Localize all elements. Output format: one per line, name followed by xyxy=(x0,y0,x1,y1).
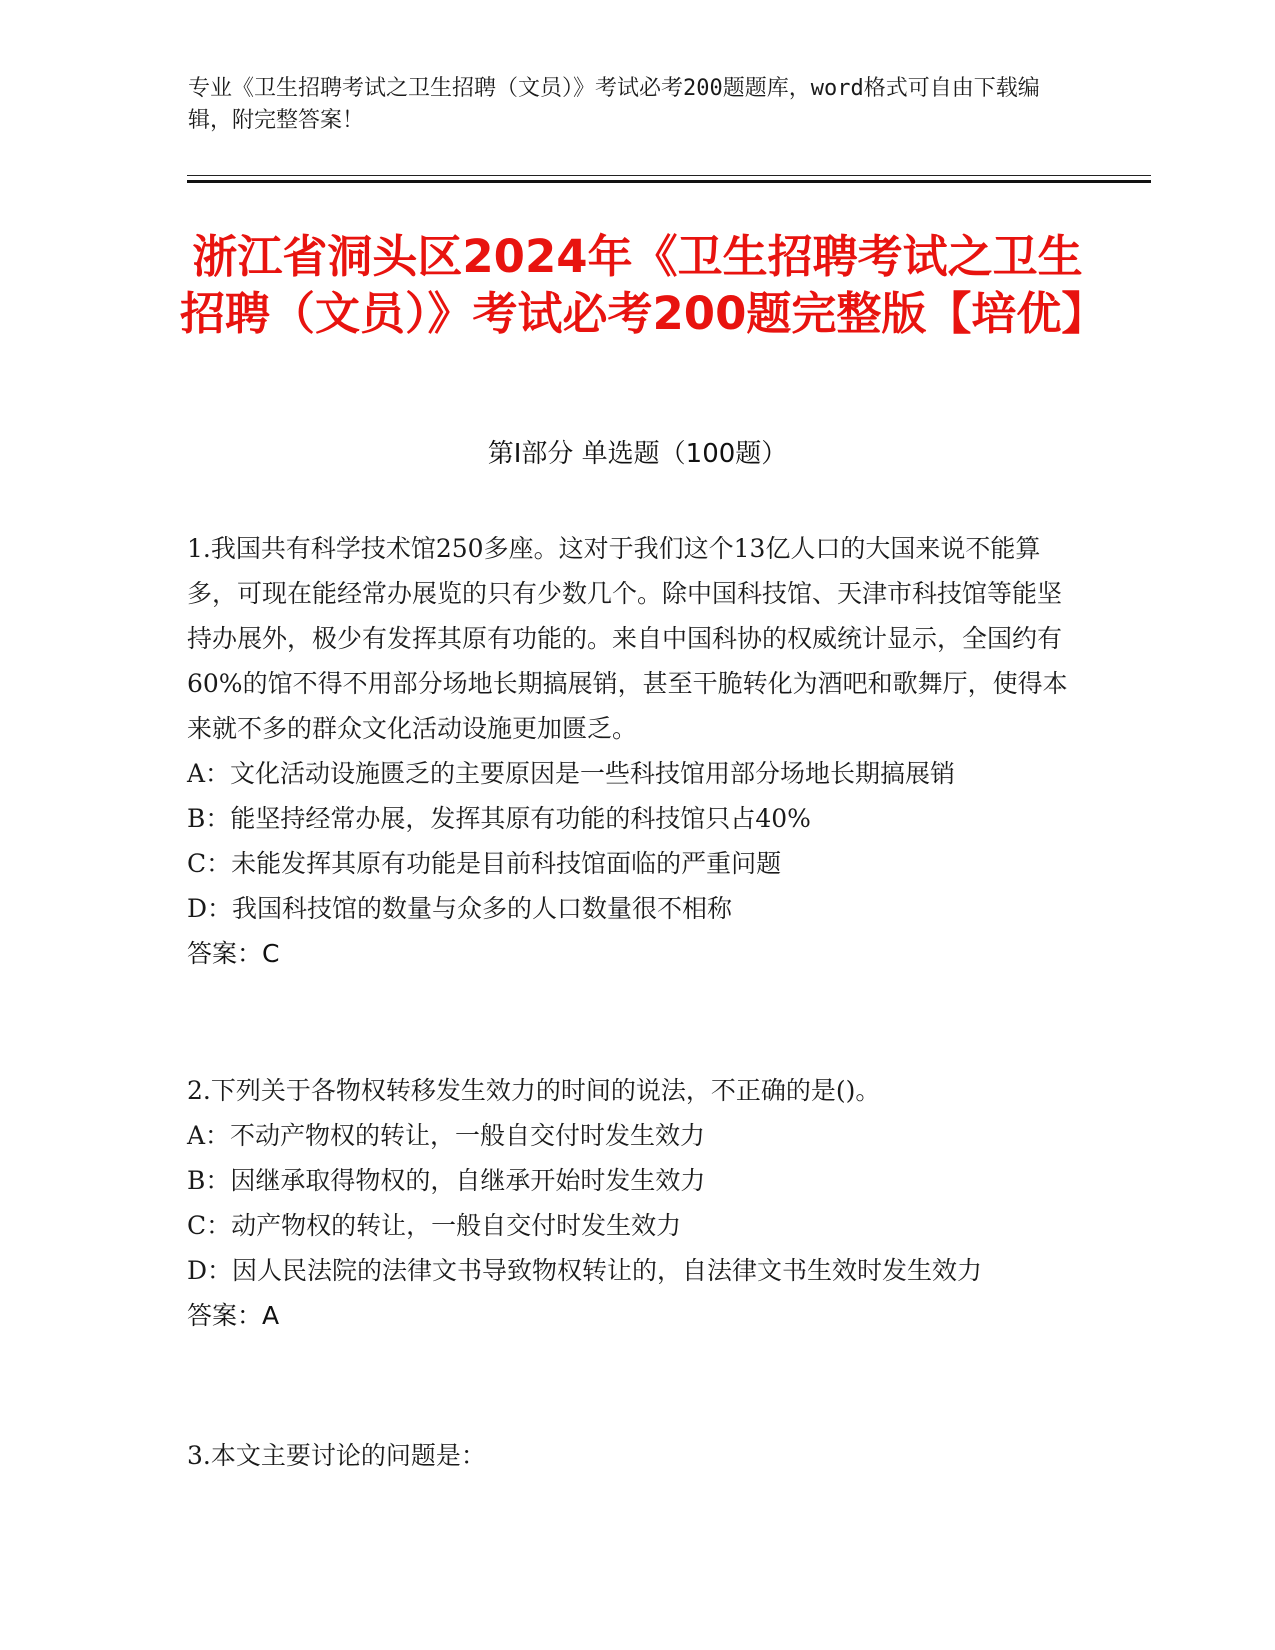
question-stem: 1.我国共有科学技术馆250多座。这对于我们这个13亿人口的大国来说不能算多，可现在能经常办展览的只有少数几个。除中国科技馆、天津市科技馆等能坚持办展外，极少有发挥其原有功能的。来自中国科协的权威统计显示，全国约有60%的馆不得不用部分场地长期搞展销，甚至干脆转化为酒吧和歌舞厅，使得本来就不多的群众文化活动设施更加匮乏。 xyxy=(187,534,1068,743)
header-divider-thick xyxy=(187,180,1151,183)
question-3 xyxy=(187,1433,1082,1478)
option-a: A：不动产物权的转让，一般自交付时发生效力 xyxy=(187,1121,706,1150)
answer-label: 答案：A xyxy=(187,1301,280,1330)
option-c: C：动产物权的转让，一般自交付时发生效力 xyxy=(187,1211,682,1240)
section-title: 第Ⅰ部分 单选题（100题） xyxy=(487,439,788,469)
option-b: B：能坚持经常办展，发挥其原有功能的科技馆只占40% xyxy=(187,804,811,833)
question-stem: 2.下列关于各物权转移发生效力的时间的说法，不正确的是()。 xyxy=(187,1076,881,1105)
question-stem: 3.本文主要讨论的问题是： xyxy=(187,1441,486,1470)
option-d: D：我国科技馆的数量与众多的人口数量很不相称 xyxy=(187,894,733,923)
document-title: 浙江省洞头区2024年《卫生招聘考试之卫生招聘（文员）》考试必考200题完整版【培优】 xyxy=(180,230,1107,340)
header-divider-thin xyxy=(187,175,1151,176)
answer-label: 答案：C xyxy=(187,939,280,968)
option-c: C：未能发挥其原有功能是目前科技馆面临的严重问题 xyxy=(187,849,782,878)
option-b: B：因继承取得物权的，自继承开始时发生效力 xyxy=(187,1166,706,1195)
option-a: A：文化活动设施匮乏的主要原因是一些科技馆用部分场地长期搞展销 xyxy=(187,759,956,788)
option-d: D：因人民法院的法律文书导致物权转让的，自法律文书生效时发生效力 xyxy=(187,1256,983,1285)
header-note: 专业《卫生招聘考试之卫生招聘（文员）》考试必考200题题库，word格式可自由下载编辑，附完整答案！ xyxy=(188,76,1040,133)
question-1 xyxy=(187,526,1082,976)
question-2 xyxy=(187,1068,1082,1338)
